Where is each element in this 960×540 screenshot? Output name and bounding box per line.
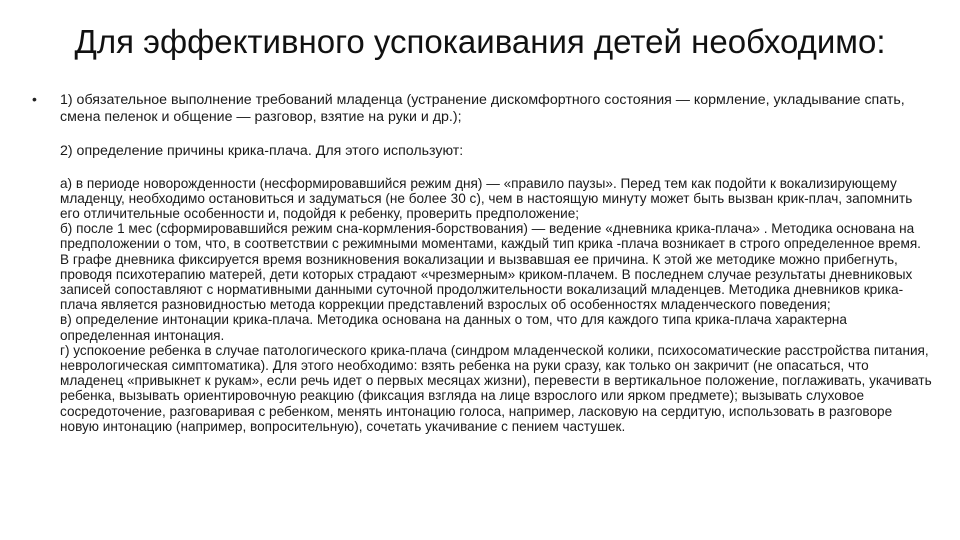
slide-content — [22, 92, 932, 434]
point-2-text: 2) определение причины крика-плача. Для этого используют: — [60, 143, 464, 159]
bullet-icon: • — [32, 91, 37, 107]
point-1-text: 1) обязательное выполнение требований младенца (устранение дискомфортного состояния — кормление, укладывание спать, смена пеленок и общение — разговор, взятие на руки и др.); — [60, 92, 905, 125]
method-c-text: в) определение интонации крика-плача. Методика основана на данных о том, что для каждого типа крика-плача характерна определенная интонация. — [60, 312, 847, 343]
slide-title: Для эффективного успокаивания детей необходимо: — [74, 23, 886, 60]
method-a-text: а) в периоде новорожденности (несформировавшийся режим дня) — «правило паузы». Перед тем как подойти к вокализирующему младенцу, необходимо остановиться и задуматься (не более 30 с), чем в настоящую минуту может быть вызван крик-плач, запомнить его отличительные особенности и, подойдя к ребенку, проверить предположение; — [60, 175, 913, 221]
bullet-item — [22, 92, 932, 434]
method-b-text: б) после 1 мес (сформировавшийся режим сна-кормления-борствования) — ведение «дневника крика-плача» . Методика основана на предположении о том, что, в соответствии с режимными моментами, каждый тип крика -плача возникает в строго определенное время. В графе дневника фиксируется время возникновения вокализации и вызвавшая ее причина. К этой же методике можно прибегнуть, проводя психотерапию матерей, дети которых страдают «чрезмерным» криком-плачем. В последнем случае результаты дневниковых записей сопоставляют с нормативными данными суточной продолжительности вокализаций младенцев. Методика дневников крика-плача является разновидностью метода коррекции представлений взрослых об особенностях младенческого поведения; — [60, 221, 921, 313]
method-d-text: г) успокоение ребенка в случае патологического крика-плача (синдром младенческой колики, психосоматические расстройства питания, неврологическая симптоматика). Для этого необходимо: взять ребенка на руки сразу, как только он закричит (не опасаться, что младенец «привыкнет к рукам», если речь идет о первых месяцах жизни), перевести в вертикальное положение, поглаживать, укачивать ребенка, вызывать ориентировочную реакцию (фиксация взгляда на лице взрослого или ярком предмете); вызывать слуховое сосредоточение, разговаривая с ребенком, менять интонацию голоса, например, ласковую на сердитую, использовать в разговоре новую интонацию (например, вопросительную), сочетать укачивание с пением частушек. — [60, 342, 932, 434]
methods-list — [60, 176, 932, 434]
